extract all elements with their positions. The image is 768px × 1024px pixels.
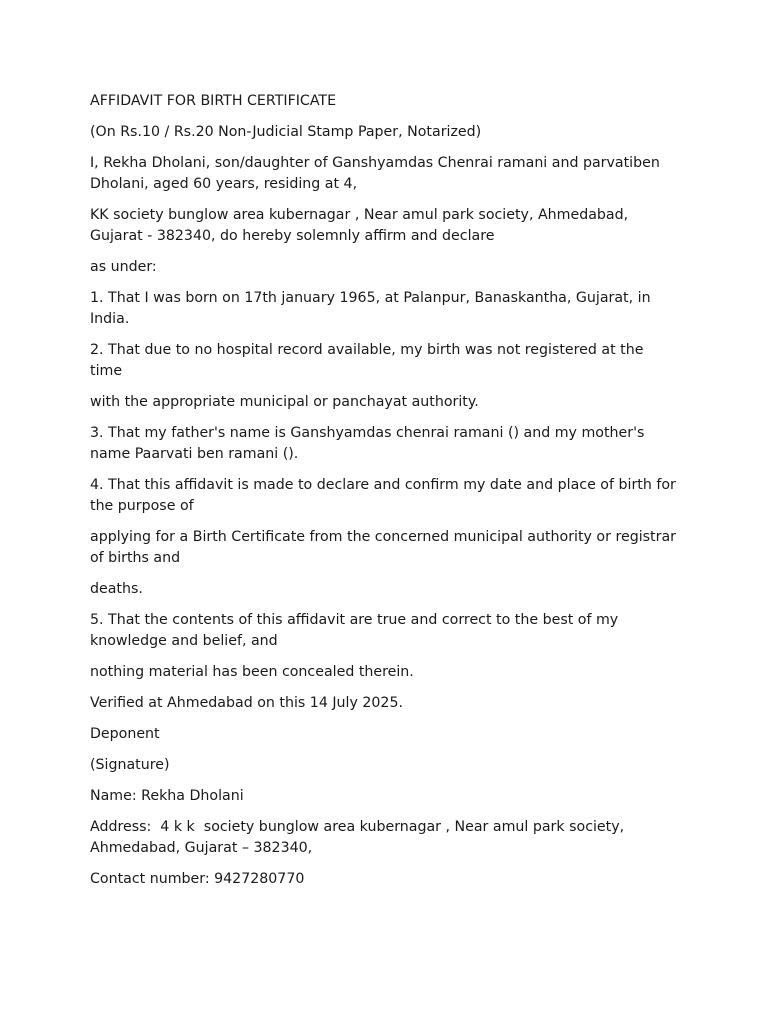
declaration-point-5-continued: nothing material has been concealed therein. bbox=[90, 664, 414, 680]
deponent-name: Name: Rekha Dholani bbox=[90, 788, 244, 804]
declaration-point-2: 2. That due to no hospital record available, my birth was not registered at the time bbox=[90, 342, 648, 379]
declaration-point-4-end: deaths. bbox=[90, 581, 143, 597]
signature-placeholder: (Signature) bbox=[90, 757, 170, 773]
verification-line: Verified at Ahmedabad on this 14 July 2025. bbox=[90, 695, 403, 711]
intro-paragraph-2: KK society bunglow area kubernagar , Near amul park society, Ahmedabad, Gujarat - 382340, do hereby solemnly affirm and declare bbox=[90, 207, 633, 244]
intro-paragraph-3: as under: bbox=[90, 259, 157, 275]
intro-paragraph-1: I, Rekha Dholani, son/daughter of Ganshyamdas Chenrai ramani and parvatiben Dholani, aged 60 years, residing at 4, bbox=[90, 155, 665, 192]
deponent-address: Address: 4 k k society bunglow area kubernagar , Near amul park society, Ahmedabad, Gujarat – 382340, bbox=[90, 819, 629, 856]
declaration-point-5: 5. That the contents of this affidavit are true and correct to the best of my knowledge and belief, and bbox=[90, 612, 623, 649]
declaration-point-3: 3. That my father's name is Ganshyamdas chenrai ramani () and my mother's name Paarvati ben ramani (). bbox=[90, 425, 649, 462]
declaration-point-1: 1. That I was born on 17th january 1965, at Palanpur, Banaskantha, Gujarat, in India. bbox=[90, 290, 656, 327]
deponent-label: Deponent bbox=[90, 726, 160, 742]
declaration-point-4-continued: applying for a Birth Certificate from the concerned municipal authority or registrar of births and bbox=[90, 529, 681, 566]
affidavit-page bbox=[90, 91, 680, 900]
declaration-point-4: 4. That this affidavit is made to declare and confirm my date and place of birth for the purpose of bbox=[90, 477, 681, 514]
stamp-note: (On Rs.10 / Rs.20 Non-Judicial Stamp Paper, Notarized) bbox=[90, 124, 482, 140]
declaration-point-2-continued: with the appropriate municipal or panchayat authority. bbox=[90, 394, 479, 410]
document-title: AFFIDAVIT FOR BIRTH CERTIFICATE bbox=[90, 93, 337, 109]
contact-number: Contact number: 9427280770 bbox=[90, 871, 305, 887]
